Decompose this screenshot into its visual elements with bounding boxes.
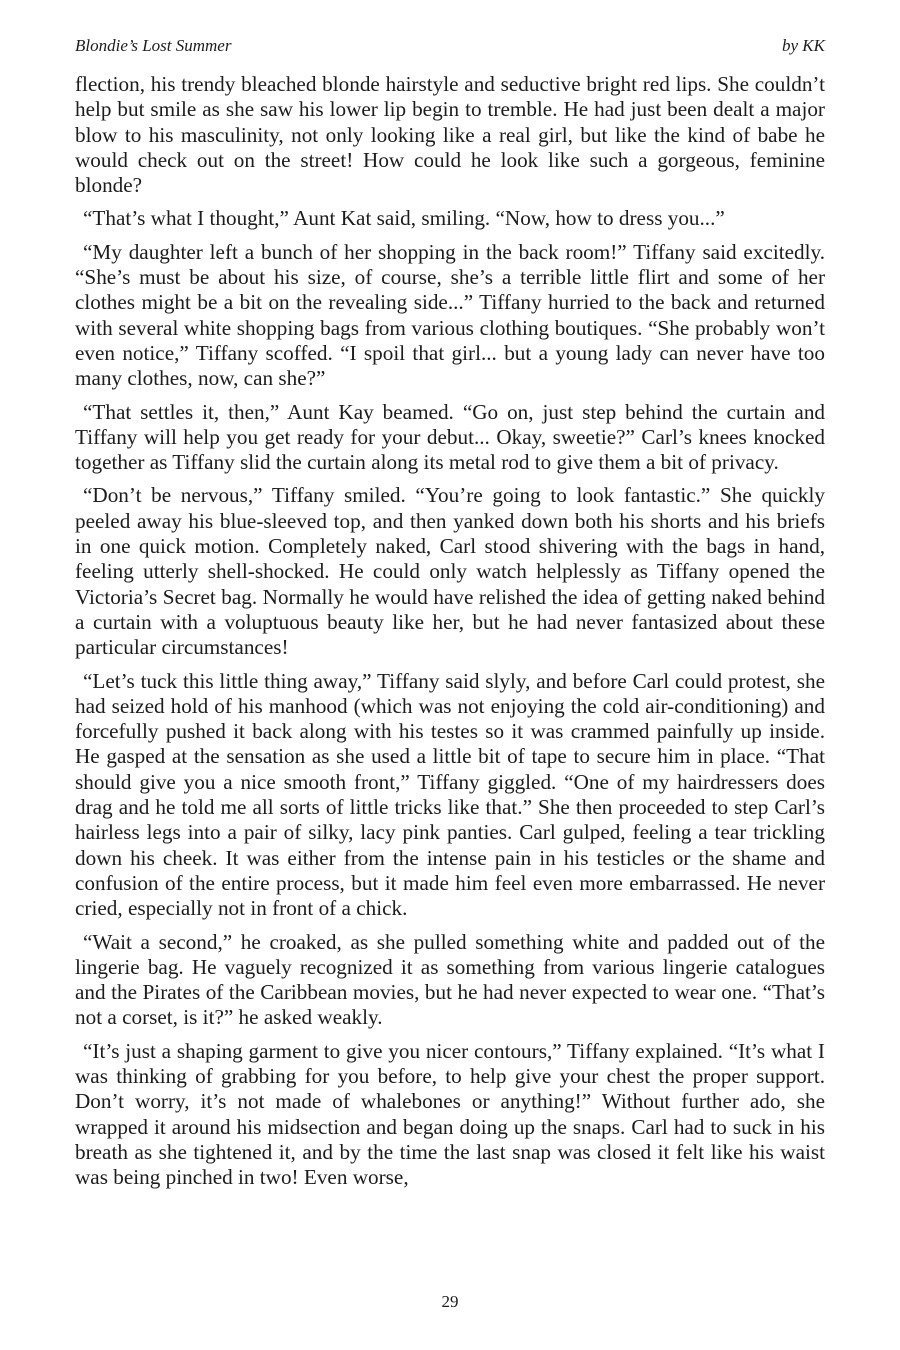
book-title: Blondie’s Lost Summer: [75, 36, 232, 55]
book-page: [75, 0, 825, 1350]
paragraph: “Let’s tuck this little thing away,” Tiffany said slyly, and before Carl could protest, she had seized hold of his manhood (which was not enjoying the cold air-conditioning) and forcefully pushed it back along with his testes so it was crammed painfully up inside. He gasped at the sensation as she used a little bit of tape to secure him in place. “That should give you a nice smooth front,” Tiffany giggled. “One of my hairdressers does drag and he told me all sorts of little tricks like that.” She then proceeded to step Carl’s hairless legs into a pair of silky, lacy pink panties. Carl gulped, feeling a tear trickling down his cheek. It was either from the intense pain in his testicles or the shame and confusion of the entire process, but it made him feel even more embarrassed. He never cried, especially not in front of a chick.: [75, 668, 825, 921]
running-header: [75, 36, 825, 56]
paragraph: “That settles it, then,” Aunt Kay beamed. “Go on, just step behind the curtain and Tiffany will help you get ready for your debut... Okay, sweetie?” Carl’s knees knocked together as Tiffany slid the curtain along its metal rod to give them a bit of privacy.: [75, 399, 825, 475]
page-number: 29: [441, 1292, 459, 1311]
body-text: [75, 72, 825, 1198]
paragraph: “It’s just a shaping garment to give you nicer contours,” Tiffany explained. “It’s what I was thinking of grabbing for you before, to help give your chest the proper support. Don’t worry, it’s not made of whalebones or anything!” Without further ado, she wrapped it around his midsection and began doing up the snaps. Carl had to suck in his breath as she tightened it, and by the time the last snap was closed it felt like his waist was being pinched in two! Even worse,: [75, 1038, 825, 1190]
paragraph: “Don’t be nervous,” Tiffany smiled. “You’re going to look fantastic.” She quickly peeled away his blue-sleeved top, and then yanked down both his shorts and his briefs in one quick motion. Completely naked, Carl stood shivering with the bags in hand, feeling utterly shell-shocked. He could only watch helplessly as Tiffany opened the Victoria’s Secret bag. Normally he would have relished the idea of getting naked behind a curtain with a voluptuous beauty like her, but he had never fantasized about these particular circumstances!: [75, 483, 825, 660]
paragraph: “That’s what I thought,” Aunt Kat said, smiling. “Now, how to dress you...”: [83, 206, 725, 231]
paragraph: flection, his trendy bleached blonde hairstyle and seductive bright red lips. She couldn’t help but smile as she saw his lower lip begin to tremble. He had just been dealt a major blow to his masculinity, not only looking like a real girl, but like the kind of babe he would check out on the street! How could he look like such a gorgeous, feminine blonde?: [75, 72, 825, 198]
author-credit: by KK: [782, 36, 825, 55]
paragraph: “My daughter left a bunch of her shopping in the back room!” Tiffany said excitedly. “She’s must be about his size, of course, she’s a terrible little flirt and some of her clothes might be a bit on the revealing side...” Tiffany hurried to the back and returned with several white shopping bags from various clothing boutiques. “She probably won’t even notice,” Tiffany scoffed. “I spoil that girl... but a young lady can never have too many clothes, now, can she?”: [75, 239, 825, 391]
paragraph: “Wait a second,” he croaked, as she pulled something white and padded out of the lingerie bag. He vaguely recognized it as something from various lingerie catalogues and the Pirates of the Caribbean movies, but he had never expected to wear one. “That’s not a corset, is it?” he asked weakly.: [75, 929, 825, 1030]
